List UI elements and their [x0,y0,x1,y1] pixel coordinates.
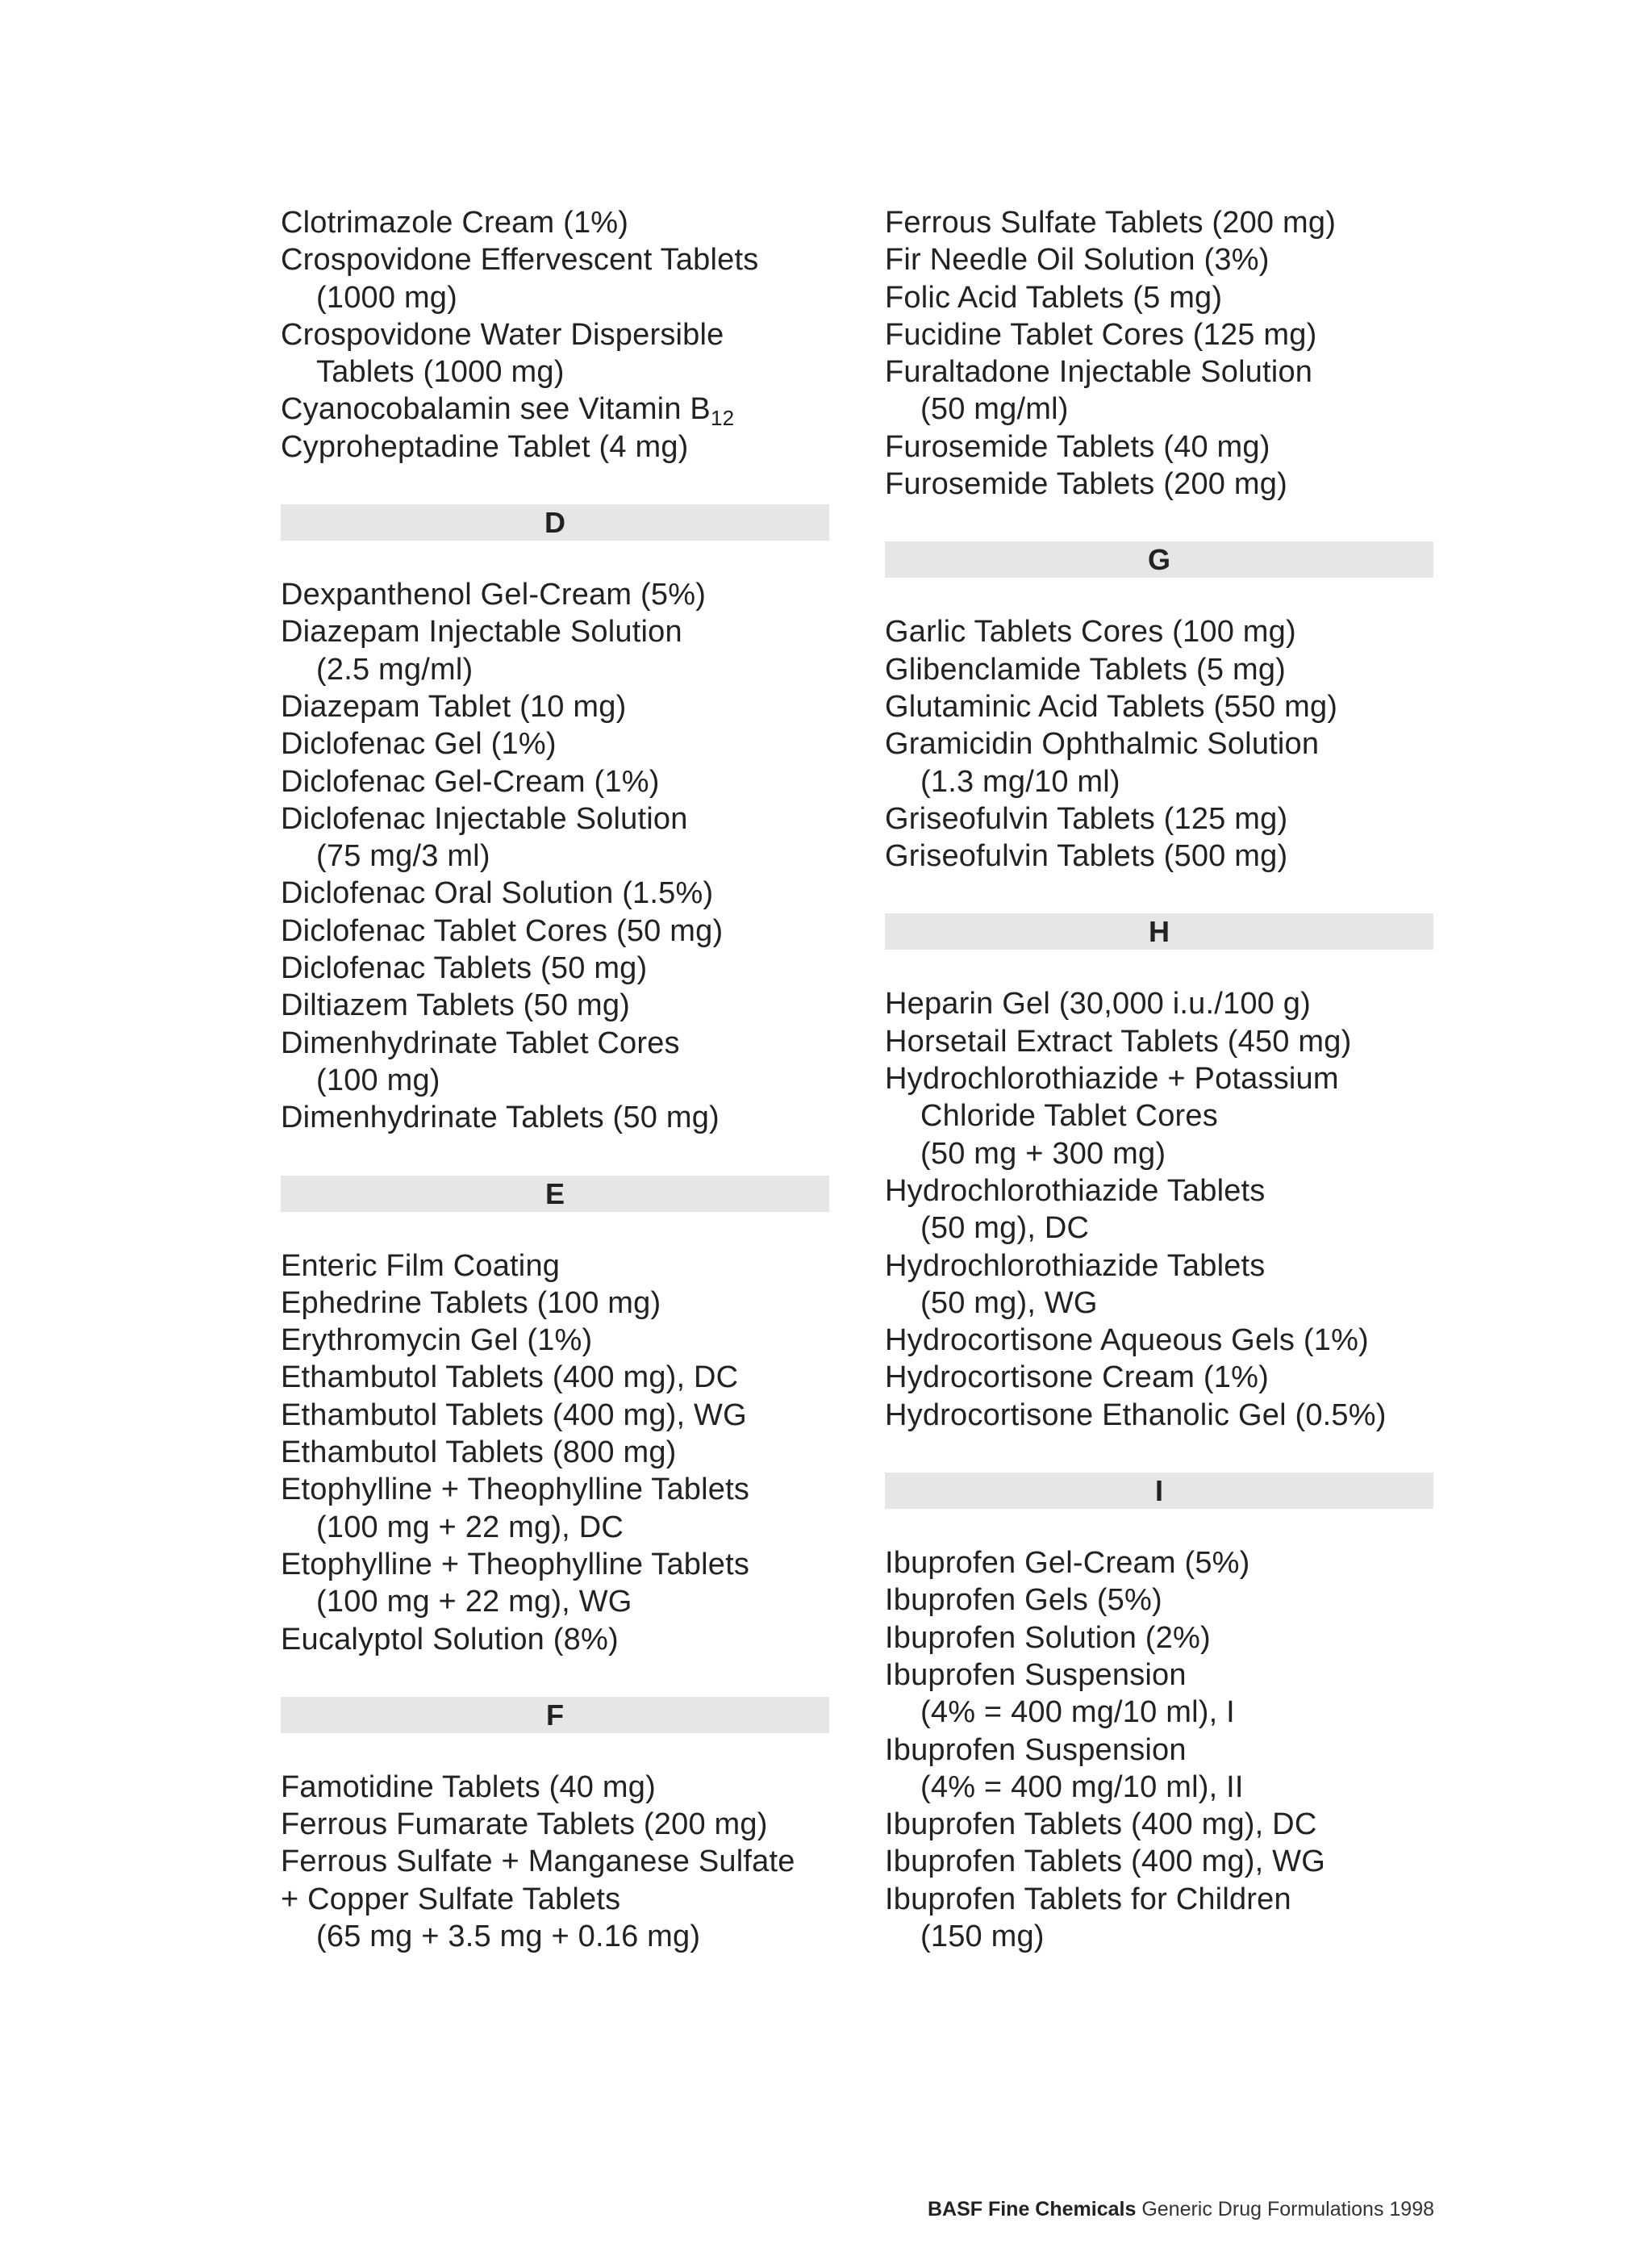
entry-text: + Copper Sulfate Tablets [281,1882,621,1916]
entry-text: Diclofenac Gel-Cream (1%) [281,764,660,799]
index-entry-fir-needle-oil-solution-3 [885,241,1433,278]
entry-text: Hydrocortisone Cream (1%) [885,1360,1269,1395]
entry-continuation [885,1097,1433,1134]
entry-title [885,1544,1433,1581]
index-entry-ethambutol-tablets-400-mg-dc [281,1359,829,1396]
entry-text: Chloride Tablet Cores [920,1099,1218,1134]
entry-text: (50 mg), WG [920,1285,1098,1320]
entry-text: Erythromycin Gel (1%) [281,1323,593,1358]
entry-title [281,1359,829,1396]
section-header-e: E [281,1176,829,1212]
entry-text: Etophylline + Theophylline Tablets [281,1473,750,1507]
entry-text: Ibuprofen Solution (2%) [885,1620,1211,1655]
index-entry-ibuprofen-tablets-for-children [885,1881,1433,1956]
entry-title [281,1806,829,1843]
index-entry-crospovidone-water-dispersible [281,316,829,391]
entry-text: Diclofenac Injectable Solution [281,801,688,836]
index-entry-horsetail-extract-tablets-450-mg [885,1023,1433,1060]
entry-text: Tablets (1000 mg) [316,355,565,390]
entry-title [885,1619,1433,1656]
index-entry-griseofulvin-tablets-500-mg [885,838,1433,875]
entry-title [281,1769,829,1806]
entry-text: Heparin Gel (30,000 i.u./100 g) [885,987,1311,1021]
entry-text: Ibuprofen Tablets (400 mg), WG [885,1844,1325,1879]
entry-title [281,1434,829,1471]
index-entry-cyproheptadine-tablet-4-mg [281,428,829,466]
entry-title [281,725,829,762]
entry-text: Hydrochlorothiazide Tablets [885,1248,1266,1283]
section-header-i: I [885,1473,1433,1509]
entry-title [885,353,1433,391]
index-entry-enteric-film-coating [281,1247,829,1285]
entry-text: (75 mg/3 ml) [316,839,490,874]
entry-text: Ibuprofen Tablets (400 mg), DC [885,1807,1317,1842]
index-entry-ibuprofen-gels-5 [885,1581,1433,1619]
entry-text: (1.3 mg/10 ml) [920,764,1120,799]
entry-text: Ibuprofen Tablets for Children [885,1882,1291,1916]
index-entry-dexpanthenol-gel-cream-5 [281,576,829,613]
index-entry-crospovidone-effervescent-tablets [281,241,829,316]
index-entry-ibuprofen-tablets-400-mg-wg [885,1843,1433,1880]
entry-title [281,1546,829,1583]
index-entry-etophylline-theophylline-tablets [281,1471,829,1546]
entry-text: Ephedrine Tablets (100 mg) [281,1285,661,1320]
entry-title [885,316,1433,353]
entry-text: Crospovidone Water Dispersible [281,317,724,352]
entry-continuation [281,838,829,875]
index-entry-diclofenac-injectable-solution [281,800,829,875]
entry-title [885,204,1433,241]
entry-text: Eucalyptol Solution (8%) [281,1622,619,1656]
index-entry-hydrochlorothiazide-tablets [885,1172,1433,1247]
entry-title [885,428,1433,466]
index-entry-diclofenac-gel-1 [281,725,829,762]
index-entry-ethambutol-tablets-800-mg [281,1434,829,1471]
index-entry-furaltadone-injectable-solution [885,353,1433,428]
index-entry-hydrochlorothiazide-tablets [885,1247,1433,1322]
entry-continuation [885,763,1433,800]
entry-title [281,1322,829,1359]
entry-title [281,391,829,431]
entry-title [885,800,1433,838]
entry-text: Diltiazem Tablets (50 mg) [281,988,631,1023]
entry-title [281,316,829,353]
entry-title [281,763,829,800]
entry-title [885,985,1433,1022]
page-footer [928,2196,1434,2222]
entry-text: Diazepam Tablet (10 mg) [281,689,627,724]
entry-title [281,987,829,1024]
entry-text: Diclofenac Oral Solution (1.5%) [281,876,714,911]
entry-text: Griseofulvin Tablets (500 mg) [885,839,1288,874]
entry-title [885,466,1433,503]
index-entry-hydrocortisone-cream-1 [885,1359,1433,1396]
entry-text: Ferrous Sulfate Tablets (200 mg) [885,206,1337,240]
entry-title [281,800,829,838]
section-header-h: H [885,913,1433,950]
section-header-g: G [885,541,1433,578]
index-entry-diclofenac-gel-cream-1 [281,763,829,800]
entry-title [281,576,829,613]
entry-title [281,241,829,278]
entry-continuation [281,1583,829,1620]
entry-title [885,651,1433,688]
index-entry-ibuprofen-suspension [885,1732,1433,1807]
entry-title [885,1806,1433,1843]
index-entry-ibuprofen-solution-2 [885,1619,1433,1656]
entry-text: Fir Needle Oil Solution (3%) [885,243,1270,278]
entry-title [281,688,829,725]
entry-title [885,1172,1433,1209]
entry-title [885,1732,1433,1769]
subscript: 12 [710,406,735,431]
entry-text: Diclofenac Gel (1%) [281,727,557,762]
entry-continuation [281,1062,829,1099]
index-entry-dimenhydrinate-tablets-50-mg [281,1099,829,1136]
entry-continuation [885,1694,1433,1731]
entry-text: (50 mg + 300 mg) [920,1136,1166,1171]
entry-text: Ibuprofen Suspension [885,1732,1187,1767]
entry-continuation [281,1881,829,1918]
entry-text: Glutaminic Acid Tablets (550 mg) [885,689,1338,724]
entry-title [885,1023,1433,1060]
section-header-d: D [281,504,829,541]
index-entry-diazepam-injectable-solution [281,613,829,688]
entry-text: (2.5 mg/ml) [316,652,473,687]
entry-text: Hydrochlorothiazide + Potassium [885,1062,1339,1097]
entry-continuation [885,391,1433,428]
index-entry-eucalyptol-solution-8 [281,1621,829,1658]
entry-text: Clotrimazole Cream (1%) [281,206,629,240]
footer-text: Generic Drug Formulations 1998 [1141,2198,1434,2220]
entry-text: Ethambutol Tablets (400 mg), DC [281,1360,739,1395]
index-entry-griseofulvin-tablets-125-mg [885,800,1433,838]
entry-text: Ferrous Fumarate Tablets (200 mg) [281,1807,768,1842]
index-entry-ferrous-sulfate-tablets-200-mg [885,204,1433,241]
entry-title [885,1359,1433,1396]
index-entry-etophylline-theophylline-tablets [281,1546,829,1621]
entry-title [281,1025,829,1062]
entry-text: Garlic Tablets Cores (100 mg) [885,615,1296,650]
index-entry-garlic-tablets-cores-100-mg [885,613,1433,650]
entry-text: Diclofenac Tablets (50 mg) [281,951,648,986]
index-entry-hydrocortisone-ethanolic-gel-0-5 [885,1397,1433,1434]
index-entry-ethambutol-tablets-400-mg-wg [281,1397,829,1434]
entry-title [885,1843,1433,1880]
entry-text: Ethambutol Tablets (400 mg), WG [281,1397,747,1432]
entry-title [885,1247,1433,1285]
entry-text: Hydrochlorothiazide Tablets [885,1173,1266,1208]
entry-text: Ibuprofen Suspension [885,1657,1187,1692]
entry-title [281,875,829,912]
entry-text: Furosemide Tablets (200 mg) [885,467,1287,502]
index-entry-clotrimazole-cream-1 [281,204,829,241]
index-entry-ibuprofen-tablets-400-mg-dc [885,1806,1433,1843]
entry-title [281,913,829,950]
entry-title [281,428,829,466]
entry-title [281,613,829,650]
index-entry-diclofenac-tablet-cores-50-mg [281,913,829,950]
index-entry-fucidine-tablet-cores-125-mg [885,316,1433,353]
entry-title [885,725,1433,762]
entry-continuation [885,1285,1433,1322]
index-entry-diclofenac-tablets-50-mg [281,950,829,987]
entry-continuation [885,1209,1433,1247]
entry-title [281,1621,829,1658]
entry-text: Griseofulvin Tablets (125 mg) [885,801,1288,836]
entry-title [281,1247,829,1285]
entry-text: Furosemide Tablets (40 mg) [885,429,1270,464]
entry-text: Dimenhydrinate Tablet Cores [281,1026,680,1060]
index-entry-diltiazem-tablets-50-mg [281,987,829,1024]
index-entry-ephedrine-tablets-100-mg [281,1285,829,1322]
entry-title [885,688,1433,725]
entry-continuation [281,1918,829,1955]
entry-text: (100 mg + 22 mg), WG [316,1585,632,1619]
entry-text: Ibuprofen Gel-Cream (5%) [885,1546,1250,1581]
entry-title [885,241,1433,278]
entry-text: Crospovidone Effervescent Tablets [281,243,759,278]
entry-text: (65 mg + 3.5 mg + 0.16 mg) [316,1919,701,1953]
entry-title [281,204,829,241]
index-entry-famotidine-tablets-40-mg [281,1769,829,1806]
entry-text: (4% = 400 mg/10 ml), II [920,1769,1244,1804]
entry-title [885,838,1433,875]
entry-text: (50 mg/ml) [920,392,1069,427]
index-entry-furosemide-tablets-200-mg [885,466,1433,503]
entry-text: Ethambutol Tablets (800 mg) [281,1435,677,1470]
entry-text: Ferrous Sulfate + Manganese Sulfate [281,1844,795,1879]
entry-text: Gramicidin Ophthalmic Solution [885,727,1320,762]
entry-text: (50 mg), DC [920,1211,1090,1246]
index-entry-glutaminic-acid-tablets-550-mg [885,688,1433,725]
entry-text: Enteric Film Coating [281,1248,561,1283]
entry-title [281,1397,829,1434]
index-entry-furosemide-tablets-40-mg [885,428,1433,466]
index-entry-cyanocobalamin-see-vitamin-b [281,391,829,431]
entry-title [885,613,1433,650]
entry-text: (150 mg) [920,1919,1045,1953]
entry-title [885,279,1433,316]
entry-text: Dimenhydrinate Tablets (50 mg) [281,1101,720,1135]
entry-text: Cyproheptadine Tablet (4 mg) [281,429,689,464]
entry-title [885,1060,1433,1097]
index-entry-heparin-gel-30-000-i-u-100-g [885,985,1433,1022]
entry-continuation [281,651,829,688]
index-entry-ferrous-sulfate-manganese-sulfate [281,1843,829,1955]
index-entry-folic-acid-tablets-5-mg [885,279,1433,316]
entry-text: Cyanocobalamin see Vitamin B [281,392,711,427]
entry-continuation [281,353,829,391]
entry-text: Diclofenac Tablet Cores (50 mg) [281,913,724,948]
index-entry-dimenhydrinate-tablet-cores [281,1025,829,1100]
entry-text: Etophylline + Theophylline Tablets [281,1547,750,1581]
entry-text: Diazepam Injectable Solution [281,615,682,650]
entry-title [885,1656,1433,1694]
right-column [885,204,1433,1955]
entry-title [281,1099,829,1136]
entry-text: (100 mg) [316,1063,440,1097]
index-entry-diclofenac-oral-solution-1-5 [281,875,829,912]
entry-text: Hydrocortisone Ethanolic Gel (0.5%) [885,1397,1387,1432]
entry-title [281,1285,829,1322]
index-entry-erythromycin-gel-1 [281,1322,829,1359]
entry-continuation [885,1769,1433,1806]
footer-brand: BASF Fine Chemicals [927,2198,1137,2220]
section-header-f: F [281,1697,829,1733]
index-entry-ibuprofen-gel-cream-5 [885,1544,1433,1581]
index-entry-glibenclamide-tablets-5-mg [885,651,1433,688]
entry-title [281,950,829,987]
entry-title [885,1881,1433,1918]
index-entry-ibuprofen-suspension [885,1656,1433,1732]
entry-continuation [281,1509,829,1546]
index-entry-hydrochlorothiazide-potassium [885,1060,1433,1172]
entry-text: Famotidine Tablets (40 mg) [281,1769,656,1804]
index-entry-gramicidin-ophthalmic-solution [885,725,1433,800]
entry-continuation [885,1135,1433,1172]
entry-title [281,1843,829,1880]
entry-title [281,1471,829,1508]
entry-text: Folic Acid Tablets (5 mg) [885,280,1223,315]
entry-text: Horsetail Extract Tablets (450 mg) [885,1024,1352,1059]
entry-text: Ibuprofen Gels (5%) [885,1583,1162,1618]
entry-continuation [885,1918,1433,1955]
entry-text: Fucidine Tablet Cores (125 mg) [885,317,1317,352]
entry-text: Glibenclamide Tablets (5 mg) [885,652,1287,687]
entry-text: Furaltadone Injectable Solution [885,355,1313,390]
entry-title [885,1581,1433,1619]
entry-text: (4% = 400 mg/10 ml), I [920,1695,1235,1730]
entry-text: Hydrocortisone Aqueous Gels (1%) [885,1323,1369,1358]
left-column [281,204,829,1955]
index-entry-ferrous-fumarate-tablets-200-mg [281,1806,829,1843]
entry-text: (1000 mg) [316,280,457,315]
index-entry-diazepam-tablet-10-mg [281,688,829,725]
index-entry-hydrocortisone-aqueous-gels-1 [885,1322,1433,1359]
entry-continuation [281,279,829,316]
entry-title [885,1322,1433,1359]
entry-text: Dexpanthenol Gel-Cream (5%) [281,578,707,612]
entry-title [885,1397,1433,1434]
entry-text: (100 mg + 22 mg), DC [316,1510,624,1544]
